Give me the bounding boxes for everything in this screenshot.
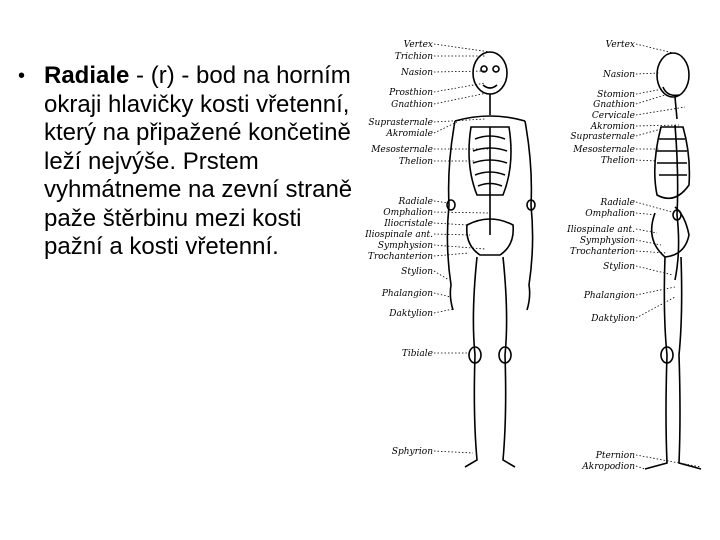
side-label: Daktylion [591, 314, 635, 324]
side-label: Akromion [590, 122, 635, 132]
front-labels [364, 40, 433, 457]
bullet-text [44, 62, 363, 262]
side-label: Thelion [600, 156, 635, 166]
front-label: Suprasternale [368, 118, 433, 128]
front-label: Thelion [398, 157, 433, 167]
front-label: Prosthion [389, 88, 433, 98]
front-leader-lines [434, 44, 490, 453]
side-label: Mesosternale [573, 145, 635, 155]
front-label: Radiale [398, 197, 433, 207]
side-label: Nasion [603, 70, 635, 80]
side-label: Pternion [595, 451, 635, 461]
side-label: Gnathion [593, 100, 635, 110]
side-label: Akropodion [582, 462, 635, 472]
anthropometric-points-figure [345, 35, 720, 480]
term-radiale: Radiale [44, 62, 130, 89]
bullet-list [18, 62, 363, 262]
front-label: Nasion [401, 68, 433, 78]
front-label: Trichion [394, 52, 433, 62]
front-label: Trochanterion [367, 252, 433, 262]
front-label: Gnathion [391, 100, 433, 110]
side-label: Iliospinale ant. [567, 225, 635, 235]
side-label: Radiale [600, 198, 635, 208]
front-label: Stylion [401, 267, 433, 277]
side-label: Cervicale [591, 111, 635, 121]
front-label: Iliospinale ant. [365, 230, 433, 240]
front-label: Tibiale [401, 349, 433, 359]
side-label: Vertex [605, 40, 635, 50]
front-label: Vertex [403, 40, 433, 50]
bullet-item [18, 62, 363, 262]
side-label: Stomion [597, 90, 635, 100]
front-label: Iliocristale [384, 219, 433, 229]
side-labels [566, 40, 635, 472]
front-label: Daktylion [389, 309, 433, 319]
side-skeleton-drawing [645, 53, 701, 469]
front-label: Akromiale [386, 129, 433, 139]
side-label: Trochanterion [569, 247, 635, 257]
term-definition: - (r) - bod na horním okraji hlavičky kosti vřetenní, který na připažené končetině leží nejvýše. Prstem vyhmátneme na zevní straně paže štěrbinu mezi kosti pažní a kosti vřetenní. [44, 62, 353, 260]
front-label: Sphyrion [391, 447, 433, 457]
front-label: Mesosternale [371, 145, 433, 155]
front-label: Symphysion [377, 241, 433, 251]
bullet-icon: • [18, 65, 26, 87]
side-label: Phalangion [583, 291, 635, 301]
front-label: Omphalion [383, 208, 433, 218]
side-label: Suprasternale [570, 132, 635, 142]
side-label: Symphysion [579, 236, 635, 246]
side-label: Stylion [603, 262, 635, 272]
front-skeleton-drawing [447, 52, 535, 467]
side-label: Omphalion [585, 209, 635, 219]
front-label: Phalangion [381, 289, 433, 299]
